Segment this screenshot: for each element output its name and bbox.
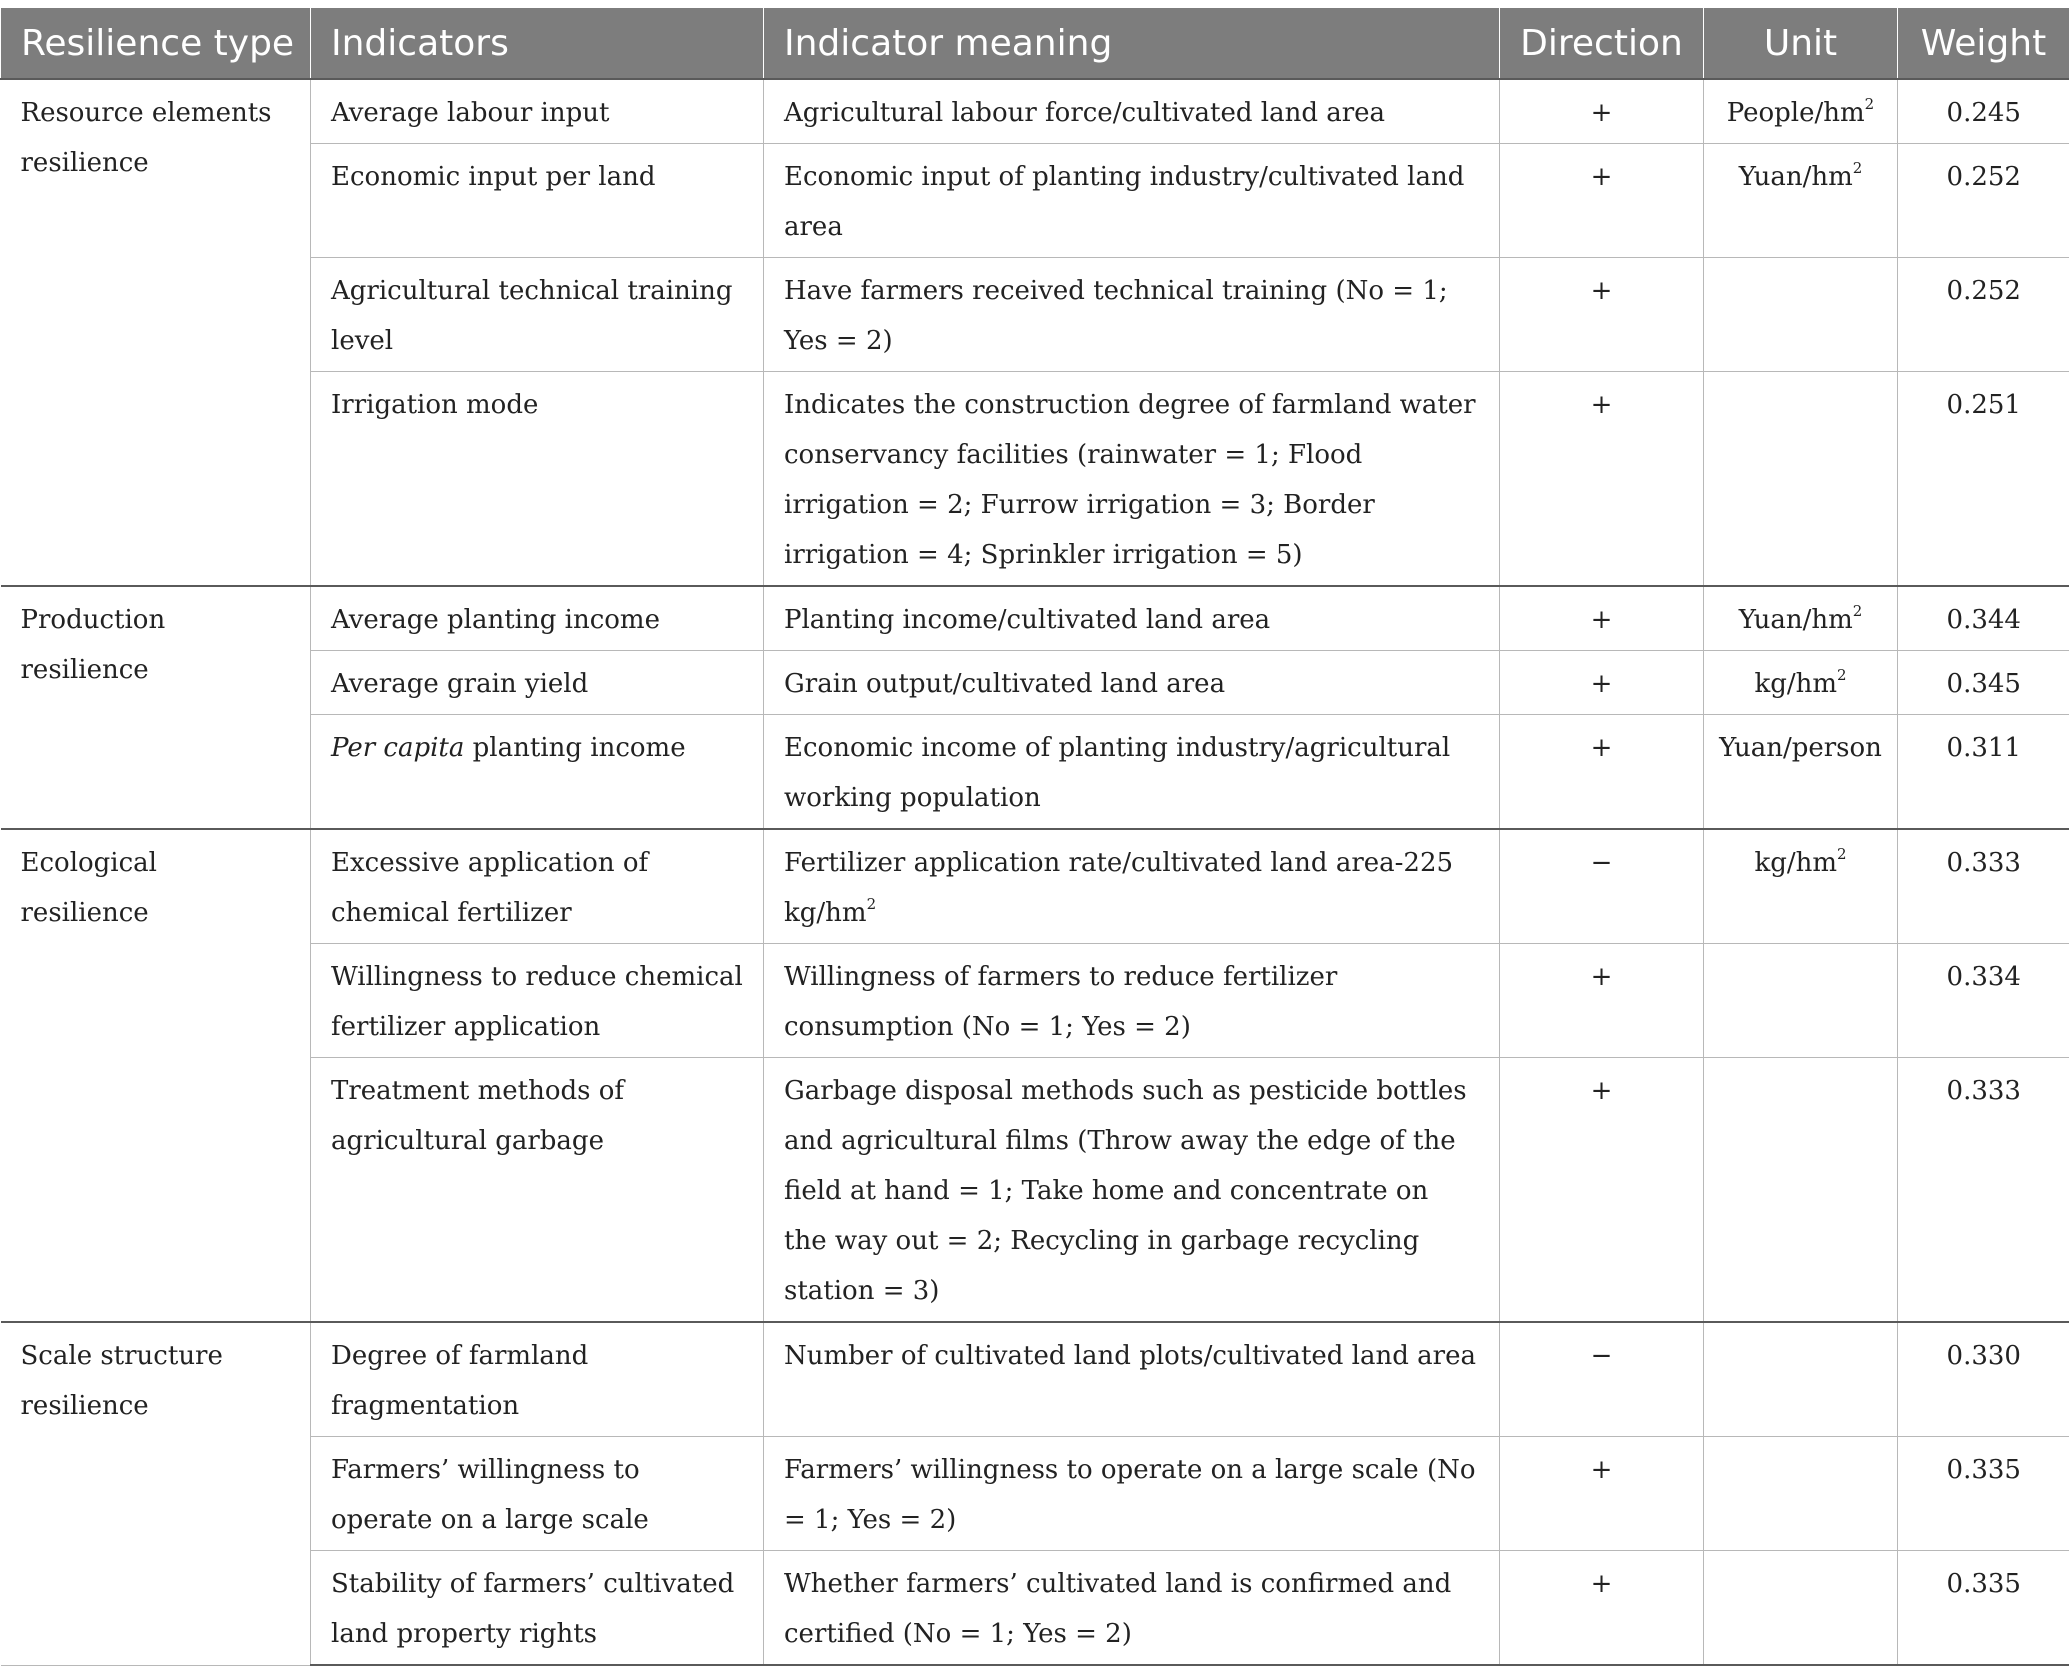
indicator-text: planting income — [464, 733, 685, 763]
direction-cell: + — [1500, 586, 1704, 651]
indicator-cell — [311, 79, 764, 144]
header-resilience-type: Resilience type — [1, 8, 311, 79]
indicator-cell — [311, 1058, 764, 1323]
unit-cell — [1704, 829, 1898, 944]
indicator-italic-text: Per capita — [331, 733, 464, 763]
indicator-cell — [311, 1322, 764, 1437]
direction-cell: + — [1500, 1437, 1704, 1551]
unit-superscript: 2 — [1837, 845, 1847, 863]
direction-cell: + — [1500, 372, 1704, 587]
weight-cell: 0.333 — [1898, 829, 2069, 944]
indicator-cell — [311, 944, 764, 1058]
unit-cell — [1704, 715, 1898, 830]
table-body — [1, 79, 2069, 1665]
unit-cell — [1704, 1058, 1898, 1323]
weight-cell: 0.252 — [1898, 144, 2069, 258]
unit-cell — [1704, 944, 1898, 1058]
meaning-text: Whether farmers’ cultivated land is confirmed and certified (No = 1; Yes = 2) — [784, 1569, 1451, 1649]
indicator-cell — [311, 651, 764, 715]
indicator-text: Farmers’ willingness to operate on a large scale — [331, 1455, 649, 1535]
table-row — [1, 258, 2069, 372]
weight-cell: 0.335 — [1898, 1551, 2069, 1666]
header-weight: Weight — [1898, 8, 2069, 79]
indicator-cell — [311, 258, 764, 372]
indicator-meaning-cell — [764, 944, 1500, 1058]
unit-text: Yuan/hm — [1739, 605, 1853, 635]
table-row — [1, 1058, 2069, 1323]
direction-cell: + — [1500, 1058, 1704, 1323]
direction-cell: − — [1500, 829, 1704, 944]
indicator-cell — [311, 715, 764, 830]
unit-superscript: 2 — [1853, 159, 1863, 177]
indicator-meaning-cell — [764, 258, 1500, 372]
header-direction: Direction — [1500, 8, 1704, 79]
indicator-text: Economic input per land — [331, 162, 655, 192]
indicator-cell — [311, 829, 764, 944]
table-row — [1, 372, 2069, 587]
unit-cell — [1704, 144, 1898, 258]
direction-cell: + — [1500, 258, 1704, 372]
direction-cell: + — [1500, 944, 1704, 1058]
table-row — [1, 79, 2069, 144]
unit-cell — [1704, 1551, 1898, 1666]
unit-text: kg/hm — [1754, 848, 1837, 878]
indicator-meaning-cell — [764, 1322, 1500, 1437]
indicator-cell — [311, 372, 764, 587]
meaning-text: Agricultural labour force/cultivated land area — [784, 98, 1385, 128]
unit-superscript: 2 — [1837, 666, 1847, 684]
indicator-meaning-cell — [764, 651, 1500, 715]
header-indicator-meaning: Indicator meaning — [764, 8, 1500, 79]
weight-cell: 0.344 — [1898, 586, 2069, 651]
indicator-cell — [311, 1551, 764, 1666]
unit-text: People/hm — [1727, 98, 1865, 128]
indicator-text: Stability of farmers’ cultivated land property rights — [331, 1569, 734, 1649]
indicator-text: Excessive application of chemical fertilizer — [331, 848, 648, 928]
table-row — [1, 651, 2069, 715]
table-row — [1, 715, 2069, 830]
unit-superscript: 2 — [1853, 602, 1863, 620]
unit-text: kg/hm — [1754, 669, 1837, 699]
table-row — [1, 829, 2069, 944]
unit-cell — [1704, 372, 1898, 587]
table-row — [1, 586, 2069, 651]
indicator-meaning-cell — [764, 586, 1500, 651]
direction-cell: + — [1500, 651, 1704, 715]
meaning-text: Economic income of planting industry/agricultural working population — [784, 733, 1450, 813]
indicator-cell — [311, 586, 764, 651]
meaning-text: Number of cultivated land plots/cultivated land area — [784, 1341, 1476, 1371]
meaning-superscript: 2 — [867, 895, 877, 913]
direction-cell: + — [1500, 1551, 1704, 1666]
unit-cell — [1704, 1322, 1898, 1437]
resilience-type-cell: Production resilience — [1, 586, 311, 829]
unit-text: Yuan/person — [1719, 733, 1882, 763]
weight-cell: 0.330 — [1898, 1322, 2069, 1437]
indicator-meaning-cell — [764, 1058, 1500, 1323]
direction-cell: + — [1500, 79, 1704, 144]
weight-cell: 0.335 — [1898, 1437, 2069, 1551]
direction-cell: + — [1500, 144, 1704, 258]
resilience-type-cell: Scale structure resilience — [1, 1322, 311, 1665]
indicator-text: Agricultural technical training level — [331, 276, 732, 356]
indicator-meaning-cell — [764, 144, 1500, 258]
weight-cell: 0.345 — [1898, 651, 2069, 715]
indicator-text: Average grain yield — [331, 669, 588, 699]
direction-cell: − — [1500, 1322, 1704, 1437]
meaning-text: Farmers’ willingness to operate on a large scale (No = 1; Yes = 2) — [784, 1455, 1476, 1535]
indicator-cell — [311, 144, 764, 258]
indicator-text: Willingness to reduce chemical fertilizer application — [331, 962, 743, 1042]
weight-cell: 0.334 — [1898, 944, 2069, 1058]
indicator-meaning-cell — [764, 829, 1500, 944]
meaning-text: Economic input of planting industry/cultivated land area — [784, 162, 1464, 242]
direction-cell: + — [1500, 715, 1704, 830]
weight-cell: 0.333 — [1898, 1058, 2069, 1323]
table-row — [1, 144, 2069, 258]
meaning-text: Garbage disposal methods such as pesticide bottles and agricultural films (Throw away the edge of the field at hand = 1; Take home and concentrate on the way out = 2; Recycling in garbage recycling station = 3) — [784, 1076, 1467, 1306]
table-row — [1, 1322, 2069, 1437]
resilience-type-cell: Resource elements resilience — [1, 79, 311, 586]
indicator-meaning-cell — [764, 79, 1500, 144]
weight-cell: 0.311 — [1898, 715, 2069, 830]
indicator-meaning-cell — [764, 372, 1500, 587]
table-header-row — [1, 8, 2069, 79]
meaning-text: Indicates the construction degree of farmland water conservancy facilities (rainwater = 1; Flood irrigation = 2; Furrow irrigation = 3; Border irrigation = 4; Sprinkler irrigation = 5) — [784, 390, 1476, 570]
weight-cell: 0.245 — [1898, 79, 2069, 144]
meaning-text: Planting income/cultivated land area — [784, 605, 1270, 635]
meaning-text: Fertilizer application rate/cultivated land area-225 kg/hm — [784, 848, 1453, 928]
indicator-meaning-cell — [764, 715, 1500, 830]
weight-cell: 0.251 — [1898, 372, 2069, 587]
resilience-type-cell: Ecological resilience — [1, 829, 311, 1322]
resilience-indicator-table — [0, 8, 2069, 1666]
indicator-text: Average planting income — [331, 605, 660, 635]
indicator-text: Average labour input — [331, 98, 609, 128]
unit-text: Yuan/hm — [1739, 162, 1853, 192]
weight-cell: 0.252 — [1898, 258, 2069, 372]
header-indicators: Indicators — [311, 8, 764, 79]
unit-cell — [1704, 586, 1898, 651]
table-row — [1, 1551, 2069, 1666]
unit-cell — [1704, 258, 1898, 372]
meaning-text: Have farmers received technical training (No = 1; Yes = 2) — [784, 276, 1448, 356]
header-unit: Unit — [1704, 8, 1898, 79]
meaning-text: Grain output/cultivated land area — [784, 669, 1225, 699]
unit-cell — [1704, 79, 1898, 144]
indicator-text: Irrigation mode — [331, 390, 538, 420]
indicator-meaning-cell — [764, 1551, 1500, 1666]
unit-cell — [1704, 651, 1898, 715]
indicator-text: Treatment methods of agricultural garbage — [331, 1076, 624, 1156]
table-row — [1, 944, 2069, 1058]
table-container — [0, 8, 2069, 1666]
unit-superscript: 2 — [1865, 95, 1875, 113]
indicator-text: Degree of farmland fragmentation — [331, 1341, 588, 1421]
meaning-text: Willingness of farmers to reduce fertilizer consumption (No = 1; Yes = 2) — [784, 962, 1337, 1042]
